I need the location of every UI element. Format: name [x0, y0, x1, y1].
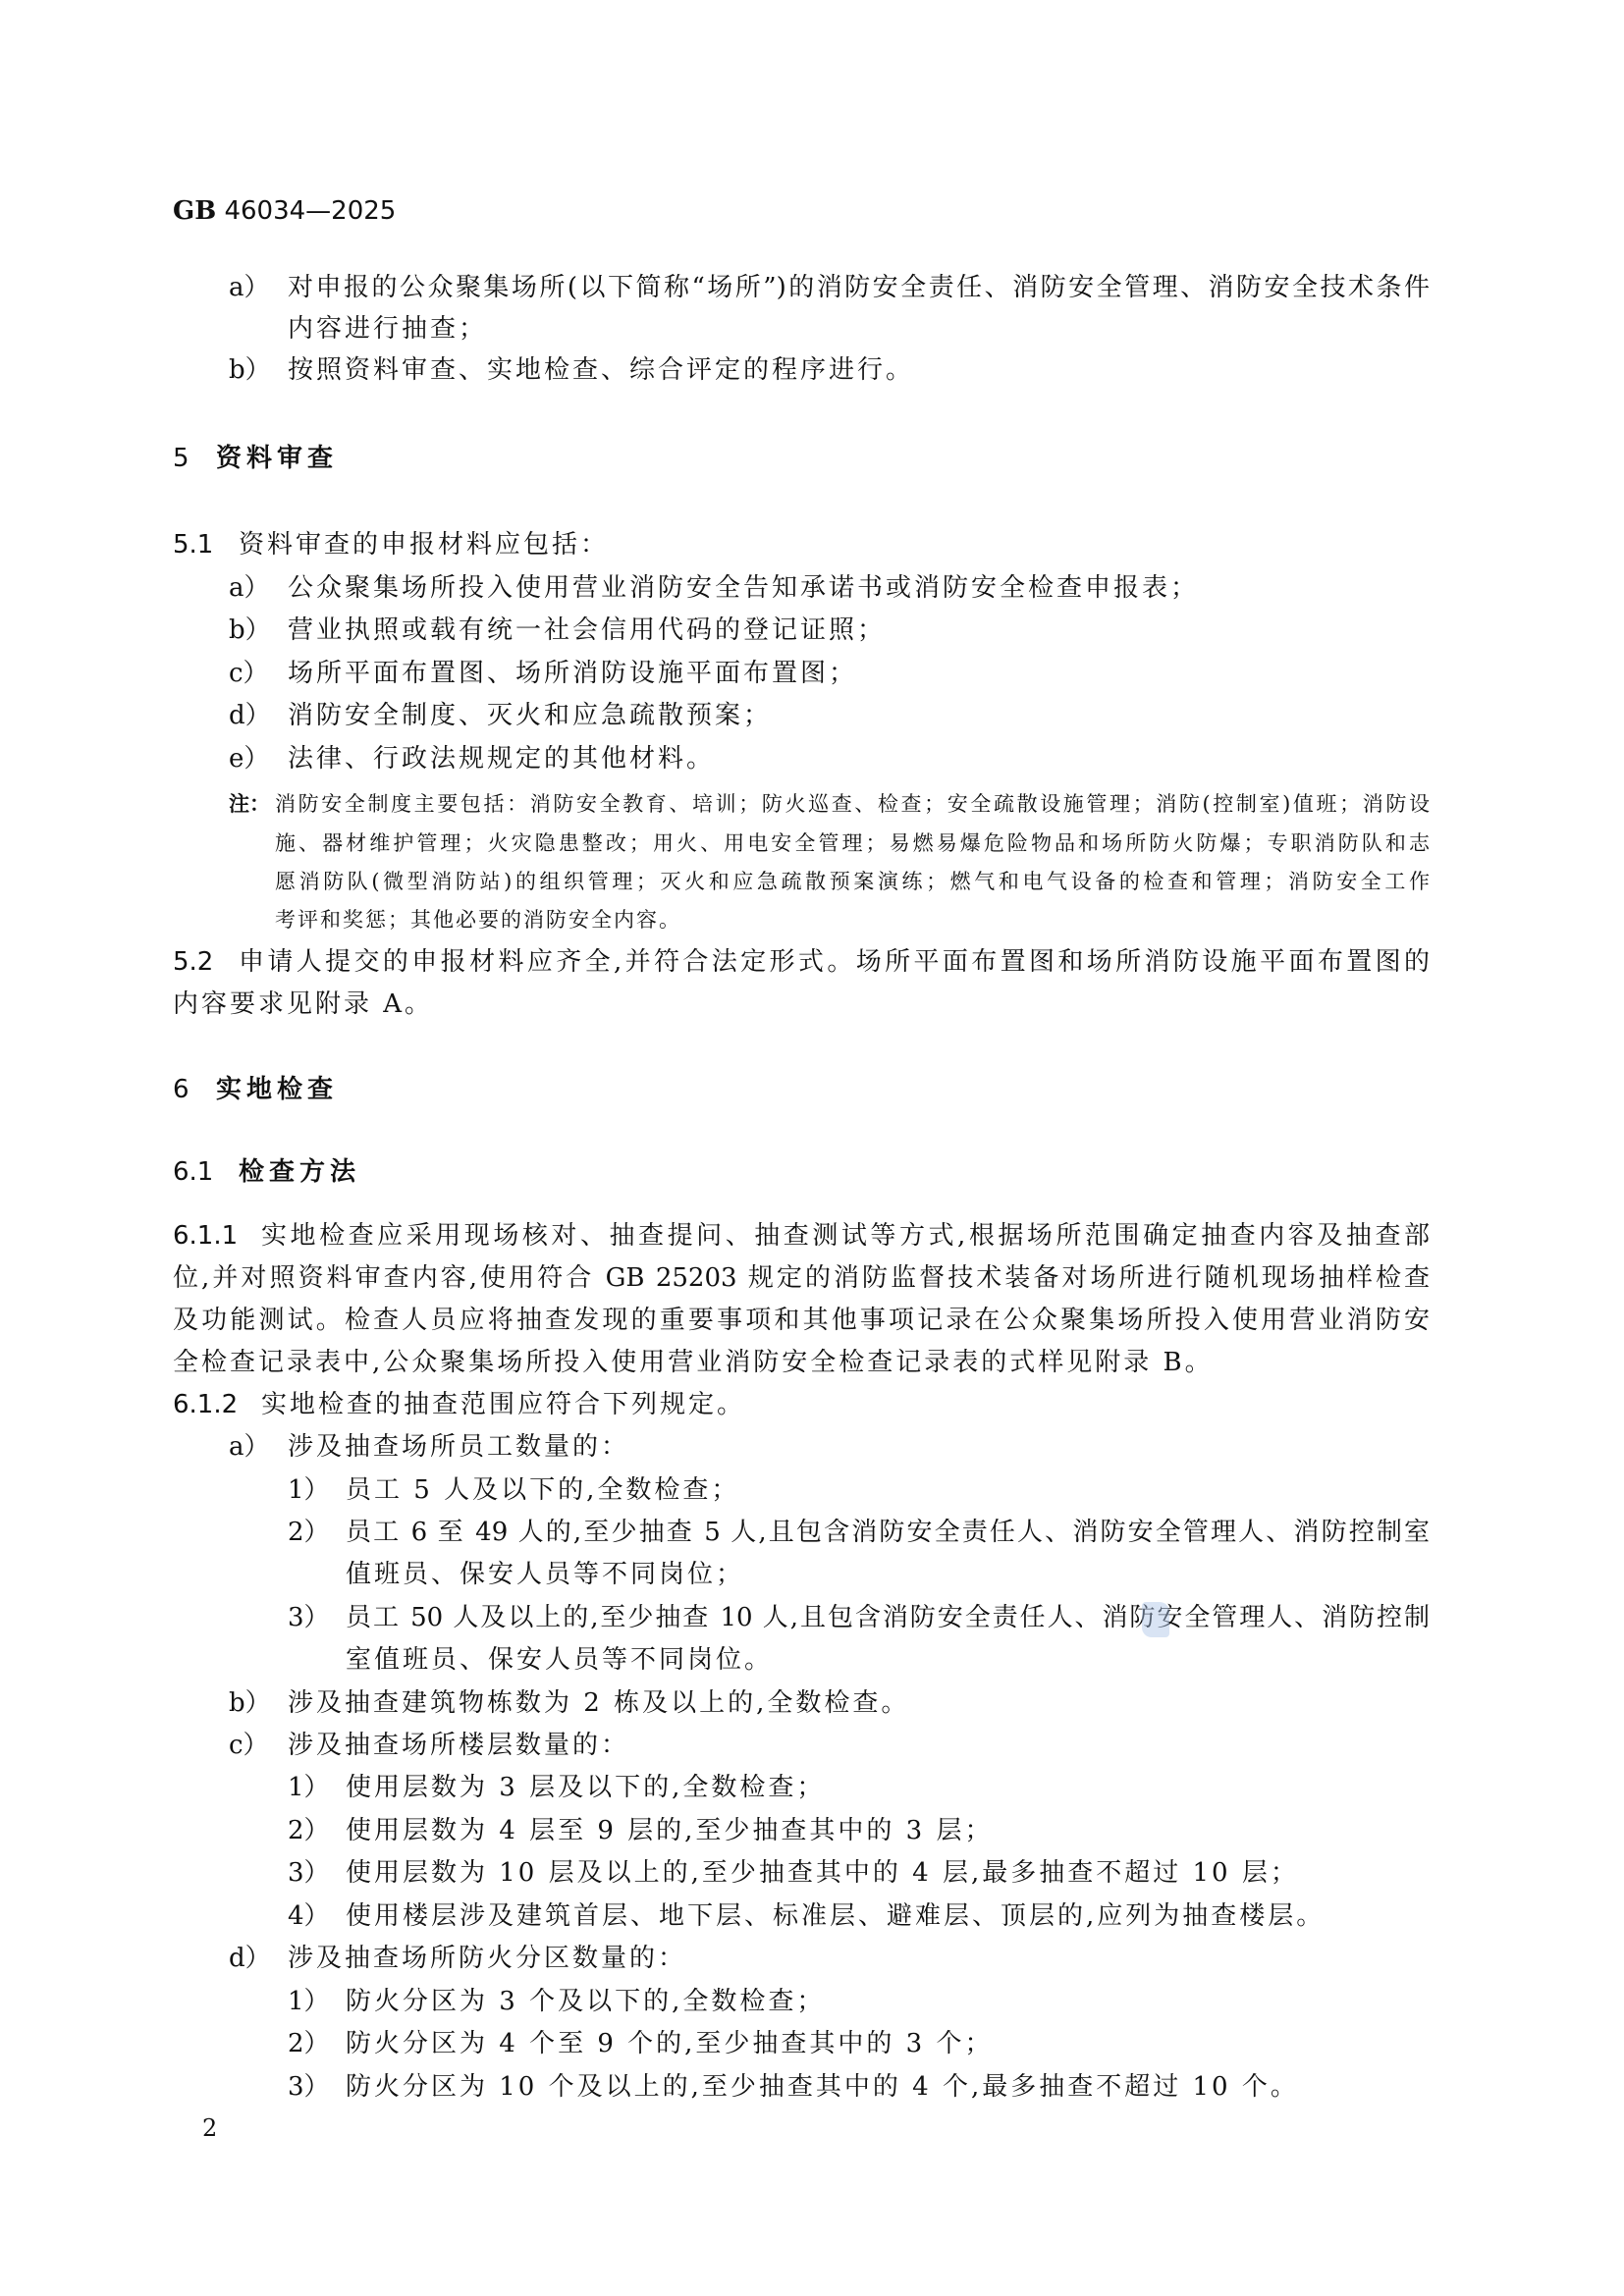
sublist-label: 1） [288, 1773, 330, 1802]
clause-title: 检查方法 [239, 1157, 361, 1187]
list-item-text: 场所平面布置图、场所消防设施平面布置图； [288, 659, 858, 688]
note-label: 注： [229, 792, 270, 816]
clause-number: 6.1.1 [173, 1221, 239, 1251]
list-item-text: 涉及抽查建筑物栋数为 2 栋及以上的,全数检查。 [288, 1688, 910, 1718]
section-number: 6 [173, 1075, 189, 1104]
list-item-text: 营业执照或载有统一社会信用代码的登记证照； [288, 615, 887, 645]
list-item-text: 涉及抽查场所防火分区数量的： [288, 1944, 687, 1973]
sublist-item-text: 使用楼层涉及建筑首层、地下层、标准层、避难层、顶层的,应列为抽查楼层。 [346, 1901, 1326, 1931]
sublist-label: 4） [288, 1901, 330, 1931]
clause-text: 及功能测试。检查人员应将抽查发现的重要事项和其他事项记录在公众聚集场所投入使用营业消防安 [173, 1306, 1430, 1335]
note-text: 考评和奖惩；其他必要的消防安全内容。 [275, 908, 681, 932]
sublist-item-text: 值班员、保安人员等不同岗位； [346, 1560, 745, 1589]
sublist-label: 3） [288, 1858, 330, 1888]
sublist-item-text: 员工 6 至 49 人的,至少抽查 5 人,且包含消防安全责任人、消防安全管理人、消防控制室 [346, 1518, 1430, 1547]
clause-text: 全检查记录表中,公众聚集场所投入使用营业消防安全检查记录表的式样见附录 B。 [173, 1348, 1214, 1377]
note-text: 施、器材维护管理；火灾隐患整改；用火、用电安全管理；易燃易爆危险物品和场所防火防爆；专职消防队和志 [275, 831, 1430, 855]
list-label: b） [229, 1688, 271, 1718]
sublist-item-text: 使用层数为 10 层及以上的,至少抽查其中的 4 层,最多抽查不超过 10 层； [346, 1858, 1299, 1888]
list-item-text: 法律、行政法规规定的其他材料。 [288, 744, 716, 774]
list-item-text: 内容进行抽查； [288, 314, 488, 344]
list-label: a） [229, 273, 270, 302]
list-label: a） [229, 1432, 270, 1462]
sublist-item-text: 防火分区为 3 个及以下的,全数检查； [346, 1987, 826, 2016]
list-item-text: 按照资料审查、实地检查、综合评定的程序进行。 [288, 355, 915, 385]
clause-text: 申请人提交的申报材料应齐全,并符合法定形式。场所平面布置图和场所消防设施平面布置图的 [239, 947, 1430, 977]
page-number: 2 [202, 2114, 218, 2142]
clause-number: 5.2 [173, 947, 214, 977]
list-label: d） [229, 1944, 271, 1973]
sublist-label: 1） [288, 1987, 330, 2016]
sublist-label: 1） [288, 1475, 330, 1505]
sublist-label: 2） [288, 2029, 330, 2058]
clause-number: 5.1 [173, 530, 214, 560]
sublist-item-text: 使用层数为 4 层至 9 层的,至少抽查其中的 3 层； [346, 1816, 994, 1845]
clause-number: 6.1 [173, 1157, 214, 1187]
sublist-item-text: 使用层数为 3 层及以下的,全数检查； [346, 1773, 826, 1802]
section-title: 实地检查 [216, 1075, 339, 1104]
section-title: 资料审查 [216, 444, 339, 473]
list-item-text: 对申报的公众聚集场所(以下简称“场所”)的消防安全责任、消防安全管理、消防安全技术条件 [288, 273, 1430, 302]
standard-number: 46034—2025 [224, 196, 397, 226]
sublist-label: 3） [288, 2072, 330, 2102]
sublist-item-text: 员工 50 人及以上的,至少抽查 10 人,且包含消防安全责任人、消防安全管理人、消防控制 [346, 1603, 1430, 1632]
list-item-text: 涉及抽查场所员工数量的： [288, 1432, 630, 1462]
sublist-item-text: 防火分区为 4 个至 9 个的,至少抽查其中的 3 个； [346, 2029, 994, 2058]
list-label: e） [229, 744, 270, 774]
sublist-item-text: 室值班员、保安人员等不同岗位。 [346, 1645, 774, 1675]
sublist-label: 3） [288, 1603, 330, 1632]
list-label: b） [229, 615, 271, 645]
section-number: 5 [173, 444, 189, 473]
clause-text: 位,并对照资料审查内容,使用符合 GB 25203 规定的消防监督技术装备对场所进行随机现场抽样检查 [173, 1263, 1430, 1293]
clause-text: 实地检查应采用现场核对、抽查提问、抽查测试等方式,根据场所范围确定抽查内容及抽查部 [261, 1221, 1430, 1251]
watermark-mark [1142, 1602, 1169, 1637]
list-label: c） [229, 1731, 269, 1760]
list-label: c） [229, 659, 269, 688]
sublist-item-text: 防火分区为 10 个及以上的,至少抽查其中的 4 个,最多抽查不超过 10 个。 [346, 2072, 1299, 2102]
clause-text: 内容要求见附录 A。 [173, 989, 434, 1019]
list-item-text: 消防安全制度、灭火和应急疏散预案； [288, 701, 773, 730]
list-item-text: 涉及抽查场所楼层数量的： [288, 1731, 630, 1760]
list-label: a） [229, 573, 270, 603]
standard-prefix: GB [173, 196, 217, 226]
note-text: 愿消防队(微型消防站)的组织管理；灭火和应急疏散预案演练；燃气和电气设备的检查和管理；消防安全工作 [275, 870, 1430, 893]
list-label: b） [229, 355, 271, 385]
standard-code-header [173, 196, 396, 226]
sublist-item-text: 员工 5 人及以下的,全数检查； [346, 1475, 740, 1505]
list-item-text: 公众聚集场所投入使用营业消防安全告知承诺书或消防安全检查申报表； [288, 573, 1200, 603]
clause-text: 实地检查的抽查范围应符合下列规定。 [261, 1390, 746, 1419]
clause-number: 6.1.2 [173, 1390, 239, 1419]
note-text: 消防安全制度主要包括：消防安全教育、培训；防火巡查、检查；安全疏散设施管理；消防(控制室)值班；消防设 [275, 792, 1430, 816]
list-label: d） [229, 701, 271, 730]
sublist-label: 2） [288, 1518, 330, 1547]
sublist-label: 2） [288, 1816, 330, 1845]
clause-text: 资料审查的申报材料应包括： [239, 530, 610, 560]
